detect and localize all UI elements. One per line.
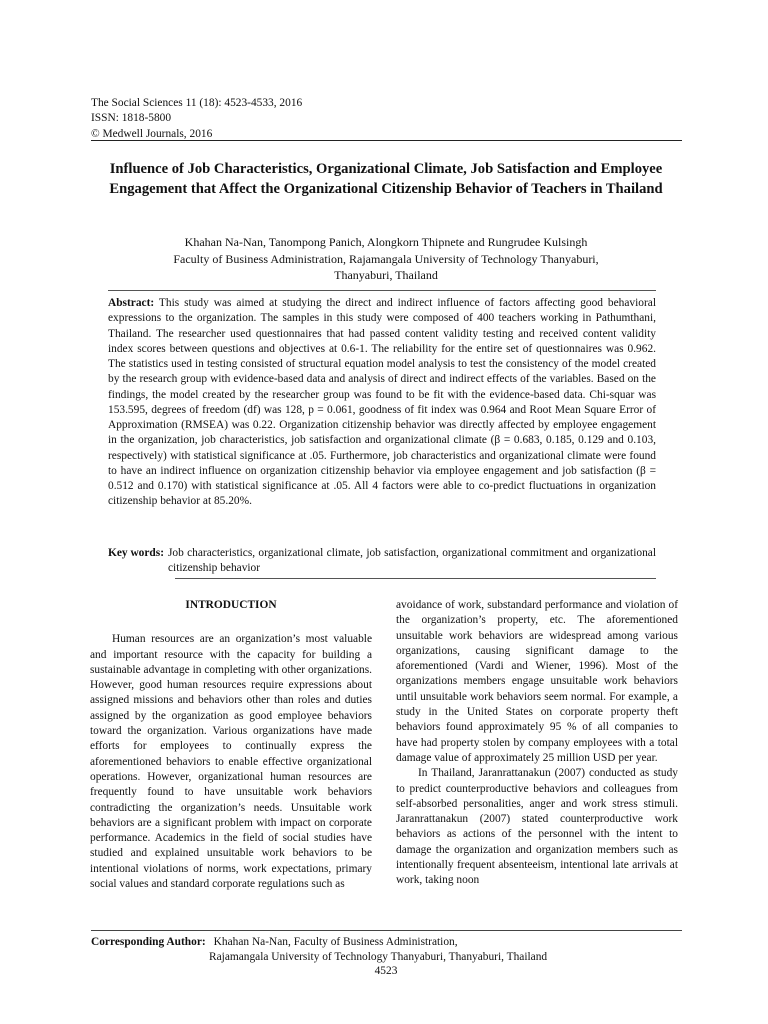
abstract-divider bbox=[108, 290, 656, 291]
abstract-text: This study was aimed at studying the direct and indirect influence of factors affecting good behavioral expressions to the organization. The samples in this study were composed of 400 teachers working in Pathumthani, Thailand. The researcher used questionnaires that had passed content validity testing and received content validity index scores between questions and objectives at 0.6-1. The reliability for the entire set of questionnaires was 0.962. The statistics used in testing consisted of structural equation model analysis to test the consistency of the model created by the research group with evidence-based data and analysis of direct and indirect effects of the variables. Based on the findings, the model created by the researcher group was found to be fit with the evidence-based data. Chi-squar was 153.595, degrees of freedom (df) was 128, p = 0.061, goodness of fit index was 0.964 and Root Mean Square Error of Approximation (RMSEA) was 0.22. Organization citizenship behavior was directly affected by employee engagement in the organization, job characteristics, job satisfaction and organizational climate (β = 0.683, 0.185, 0.129 and 0.103, respectively) with statistical significance at .05. Furthermore, job characteristics and organizational climate were found to have an indirect influence on organization citizenship behavior via employee engagement and job satisfaction (β = 0.512 and 0.170) with statistical significance at .05. All 4 factors were able to co-predict fluctuations in organization citizenship behavior at 85.20%. bbox=[108, 297, 656, 508]
corresponding-author-label: Corresponding Author: bbox=[91, 936, 206, 948]
body-paragraph: avoidance of work, substandard performance and violation of the organization’s property, etc. The aforementioned unsuitable work behaviors are widespread among various organizations, causing significant damage to the aforementioned (Vardi and Wiener, 1996). Most of the organizations members engage unsuitable work behaviors until unsuitable work behaviors seem normal. For example, a study in the United States on corporate property theft behaviors found approximately 95 % of all companies to have had property stolen by company employees with a total damage value of approximately 25 million USD per year. bbox=[396, 599, 678, 764]
footer-divider bbox=[91, 930, 682, 931]
corresponding-author-line-2: Rajamangala University of Technology Thanyaburi, Thanyaburi, Thailand bbox=[209, 951, 548, 964]
keywords bbox=[108, 546, 656, 576]
paper-title: Influence of Job Characteristics, Organizational Climate, Job Satisfaction and Employee Engagement that Affect the Organizational Citizenship Behavior of Teachers in Thailand bbox=[109, 161, 663, 197]
body-paragraph: In Thailand, Jaranrattanakun (2007) conducted as study to predict counterproductive behaviors and colleagues from self-absorbed personalities, anger and work stress stimuli. Jaranrattanakun (2007) stated counterproductive work behaviors as actions of the personnel with the intent to damage the organization and organization members such as intentionally frequent absenteeism, intentional late arrivals at work, taking noon bbox=[396, 767, 678, 887]
abstract bbox=[108, 296, 656, 510]
journal-citation: The Social Sciences 11 (18): 4523-4533, 2016 bbox=[91, 97, 303, 109]
corresponding-author bbox=[91, 935, 681, 966]
page-number: 4523 bbox=[374, 965, 398, 977]
journal-copyright: © Medwell Journals, 2016 bbox=[91, 127, 213, 140]
journal-issn: ISSN: 1818-5800 bbox=[91, 112, 172, 125]
body-paragraph: Human resources are an organization’s most valuable and important resource with the capacity for building a sustainable advantage in completing with other organizations. However, good human resources require expressions about assigned missions and behaviors other than roles and duties assigned by the organization as good employee behaviors toward the organization. Various organizations have made efforts for employees to continually express the aforementioned behaviors to enable effective organizational operations. However, organizational human resources are frequently found to have unsuitable work behaviors contradicting the organization’s needs. Unsuitable work behaviors are a significant problem with impact on corporate performance. Academics in the field of social studies have studied and explained unsuitable work behaviors to be intentional violations of norms, work expectations, primary social values and standard corporate regulations such as bbox=[90, 633, 372, 891]
affiliation-line-1: Faculty of Business Administration, Rajamangala University of Technology Thanyaburi, bbox=[173, 251, 599, 266]
section-heading-introduction: INTRODUCTION bbox=[185, 599, 277, 611]
journal-header bbox=[91, 96, 681, 142]
corresponding-author-line-1: Khahan Na-Nan, Faculty of Business Administration, bbox=[213, 936, 458, 948]
abstract-label: Abstract: bbox=[108, 297, 155, 309]
keywords-label: Key words: bbox=[108, 547, 164, 559]
body-column-right bbox=[396, 598, 678, 889]
keywords-divider bbox=[175, 578, 656, 579]
author-names: Khahan Na-Nan, Tanompong Panich, Alongkorn Thipnete and Rungrudee Kulsingh bbox=[184, 235, 588, 249]
body-column-left bbox=[90, 598, 372, 892]
header-divider bbox=[91, 140, 682, 141]
affiliation-line-2: Thanyaburi, Thailand bbox=[334, 268, 438, 282]
keywords-text: Job characteristics, organizational climate, job satisfaction, organizational commitment and organizational citizenship behavior bbox=[168, 547, 656, 575]
author-block bbox=[91, 234, 681, 284]
